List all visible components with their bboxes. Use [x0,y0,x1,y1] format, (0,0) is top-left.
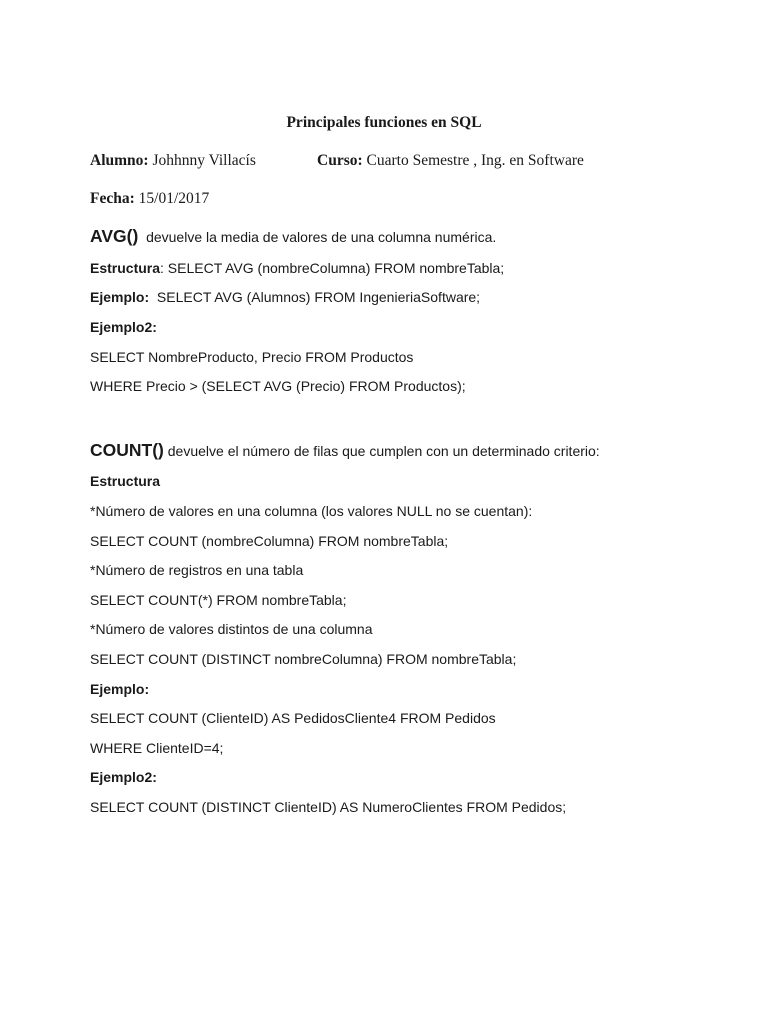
date-value: 15/01/2017 [138,190,210,207]
avg-structure-label: Estructura [90,260,161,276]
student-name: Johhnny Villacís [152,152,256,169]
count-item2-sql: SELECT COUNT(*) FROM nombreTabla; [90,592,347,608]
avg-structure-line [90,259,504,277]
avg-example2-label: Ejemplo2: [90,319,157,335]
avg-example-value: SELECT AVG (Alumnos) FROM IngenieriaSoftware; [156,289,481,305]
avg-example2-line2: WHERE Precio > (SELECT AVG (Precio) FROM Productos); [90,378,466,394]
count-heading-line [90,441,600,460]
count-item1-desc: *Número de valores en una columna (los valores NULL no se cuentan): [90,503,533,519]
date-label: Fecha: [90,190,135,207]
count-heading: COUNT() [90,440,164,460]
count-example2-line1: SELECT COUNT (DISTINCT ClienteID) AS NumeroClientes FROM Pedidos; [90,799,567,815]
count-item3-sql: SELECT COUNT (DISTINCT nombreColumna) FROM nombreTabla; [90,651,517,667]
count-example-line1: SELECT COUNT (ClienteID) AS PedidosCliente4 FROM Pedidos [90,710,496,726]
avg-structure-value: : SELECT AVG (nombreColumna) FROM nombreTabla; [160,260,505,276]
avg-heading-line [90,227,496,246]
count-item1-sql: SELECT COUNT (nombreColumna) FROM nombreTabla; [90,533,449,549]
count-example2-label: Ejemplo2: [90,769,157,785]
count-item2-desc: *Número de registros en una tabla [90,562,304,578]
count-example-line2: WHERE ClienteID=4; [90,740,224,756]
avg-example-line [90,288,480,306]
course-line [317,152,584,170]
student-label: Alumno: [90,152,149,169]
avg-example2-line1: SELECT NombreProducto, Precio FROM Productos [90,349,414,365]
student-course-line [90,152,256,170]
course-label: Curso: [317,152,363,169]
count-item3-desc: *Número de valores distintos de una columna [90,621,373,637]
date-line [90,190,209,208]
course-value: Cuarto Semestre , Ing. en Software [366,152,584,169]
count-description: devuelve el número de filas que cumplen con un determinado criterio: [167,443,600,459]
avg-example-label: Ejemplo: [90,289,150,305]
document-title: Principales funciones en SQL [286,114,482,131]
avg-heading: AVG() [90,226,139,246]
avg-description: devuelve la media de valores de una columna numérica. [146,229,497,245]
count-example-label: Ejemplo: [90,681,150,697]
count-structure-label: Estructura [90,473,161,489]
